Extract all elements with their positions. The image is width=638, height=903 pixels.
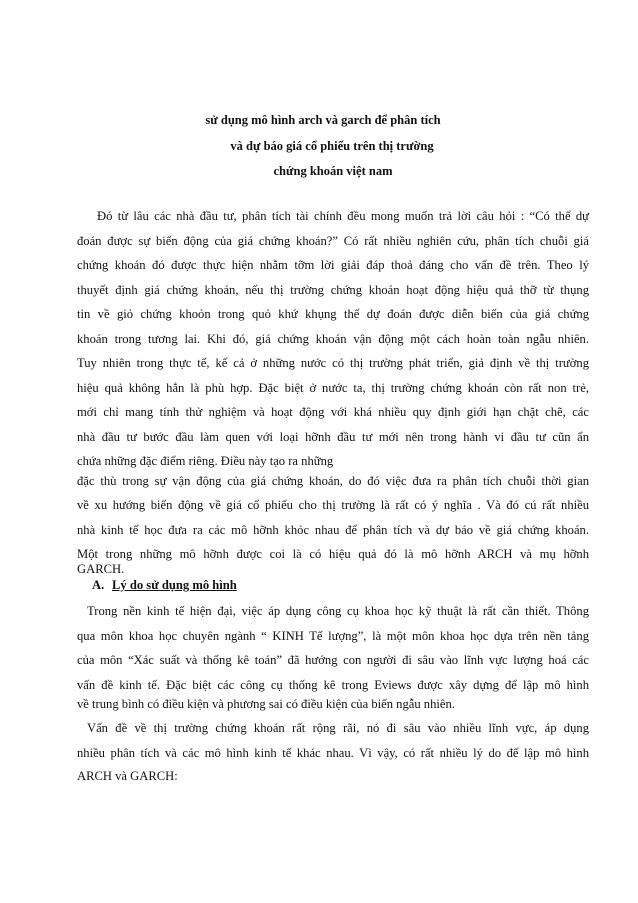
paragraph-1-line: tin về giỏ chứng khoỏn trong quỏ khứ khụng thể dự đoán được diễn biến của giá chứng xyxy=(77,307,589,321)
paragraph-2-line: vấn đề kinh tế. Đặc biệt các công cụ thống kê trong Eviews được xây dựng để lập mô hình xyxy=(77,678,589,692)
paragraph-1-line: nhà kinh tế học đưa ra các mô hỡnh khỏc nhau để phân tích và dự báo về giá chứng khoán. xyxy=(77,523,589,537)
paragraph-1-line: GARCH. xyxy=(77,562,125,576)
section-a-heading xyxy=(92,577,237,593)
title-line-2: và dự báo giá cổ phiếu trên thị trường xyxy=(230,139,434,153)
title-line-1: sử dụng mô hình arch và garch để phân tích xyxy=(205,113,441,127)
title-line-3: chứng khoán việt nam xyxy=(273,164,393,178)
paragraph-3-line: nhiều phân tích và các mô hình kinh tế khác nhau. Vì vậy, có rất nhiều lý do để lập mô hình xyxy=(77,746,589,760)
paragraph-1-line: về xu hướng biến động về giá cổ phiếu cho thị trường là rất có ý nghĩa . Và đó cú rất nhiều xyxy=(77,498,589,512)
paragraph-1-line: chứng khoán đó được thực hiện nhằm tỡm lời giải đáp thoả đáng cho vấn đề trên. Theo lý xyxy=(77,258,589,272)
paragraph-1-line: chứa những đặc điểm riêng. Điều này tạo ra những xyxy=(77,454,334,468)
paragraph-3-line: Vấn đề về thị trường chứng khoán rất rộng rãi, nó đi sâu vào nhiều lĩnh vực, áp dụng xyxy=(87,721,589,735)
paragraph-2-line: của môn “Xác suất và thống kê toán” đã hướng con người đi sâu vào lĩnh vực lượng hoá các xyxy=(77,653,589,667)
paragraph-1-line: nhà đầu tư bước đầu làm quen với loại hỡnh đầu tư mới nên trong hành vi đầu tư cũn ẩn xyxy=(77,430,589,444)
paragraph-1-line: thuyết định giá chứng khoán, nếu thị trường chứng khoán hoạt động hiệu quả thỡ từ thụng xyxy=(77,283,589,297)
paragraph-1-line: hiệu quả không hẳn là phù hợp. Đặc biệt ở nước ta, thị trường chứng khoán còn rất non trẻ, xyxy=(77,381,589,395)
paragraph-1-line: đoán được sự biến động của giá chứng khoán?” Có rất nhiều nghiên cứu, phân tích chuỗi giá xyxy=(77,234,589,248)
paragraph-1-line: mới chỉ mang tính thử nghiệm và hoạt động với khá nhiều quy định giới hạn chặt chẽ, các xyxy=(77,405,589,419)
paragraph-1-line: Tuy nhiên trong thực tế, kể cả ở những nước có thị trường phát triển, giả định về thị trường xyxy=(77,356,589,370)
paragraph-1-line: đặc thù trong sự vận động của giá chứng khoán, do đó việc đưa ra phân tích chuỗi thời gian xyxy=(77,474,589,488)
paragraph-1-line: Một trong những mô hỡnh được coi là có hiệu quả đó là mô hỡnh ARCH và mụ hỡnh xyxy=(77,547,589,561)
paragraph-1-line: khoán trong tương lai. Khi đó, giá chứng khoán vận động một cách hoàn toàn ngẫu nhiên. xyxy=(77,332,589,346)
paragraph-2-line: về trung bình có điều kiện và phương sai có điều kiện của biến ngẫu nhiên. xyxy=(77,697,455,711)
section-a-title: Lý do sử dụng mô hình xyxy=(112,578,237,592)
paragraph-1-line: Đó từ lâu các nhà đầu tư, phân tích tài chính đều mong muốn trả lời câu hỏi : “Có thể dự xyxy=(97,209,589,223)
paragraph-2-line: qua môn khoa học chuyên ngành “ KINH Tế lượng”, là một môn khoa học dựa trên nền tảng xyxy=(77,629,589,643)
section-a-marker: A. xyxy=(92,578,105,592)
paragraph-3-line: ARCH và GARCH: xyxy=(77,769,178,783)
paragraph-2-line: Trong nền kinh tế hiện đại, việc áp dụng công cụ khoa học kỹ thuật là rất cần thiết. Thông xyxy=(87,604,589,618)
